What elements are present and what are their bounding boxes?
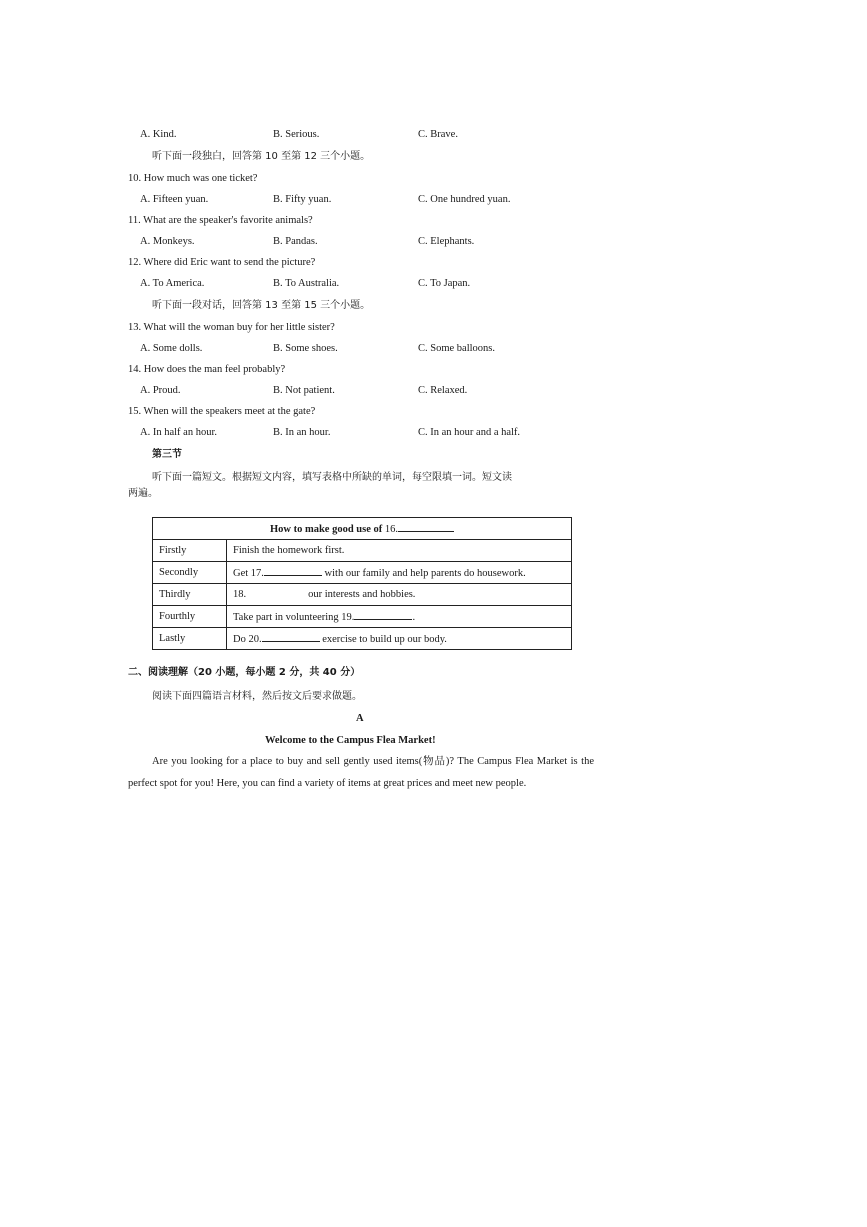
option-11-a: A. Monkeys. [140, 236, 195, 247]
option-13-c: C. Some balloons. [418, 343, 496, 354]
table-row [153, 562, 572, 584]
passage-letter: A [356, 713, 364, 724]
reading-heading: 二、阅读理解（20 小题，每小题 2 分，共 40 分） [128, 667, 361, 678]
option-12-b: B. To Australia. [273, 278, 340, 289]
option-12-a: A. To America. [140, 278, 205, 289]
option-14-c: C. Relaxed. [418, 385, 468, 396]
table-title: How to make good use of 16. [153, 518, 572, 540]
row-content: Get 17. with our family and help parents do housework. [227, 562, 572, 584]
part3-heading: 第三节 [152, 449, 182, 460]
part3-instruction: 听下面一篇短文。根据短文内容，填写表格中所缺的单词，每空限填一词。短文读 [152, 472, 512, 483]
option-15-c: C. In an hour and a half. [418, 427, 521, 438]
option-15-b: B. In an hour. [273, 427, 331, 438]
blank-17[interactable] [264, 566, 322, 576]
table-row [153, 628, 572, 650]
table-row [153, 540, 572, 562]
part3-instruction-cont: 两遍。 [128, 488, 158, 499]
row-label: Lastly [153, 628, 227, 650]
section-note-dialogue: 听下面一段对话，回答第 13 至第 15 三个小题。 [152, 300, 371, 311]
reading-instruction: 阅读下面四篇语言材料，然后按文后要求做题。 [152, 691, 362, 702]
question-15: 15. When will the speakers meet at the gate? [128, 406, 316, 417]
blank-20[interactable] [262, 632, 320, 642]
option-15-a: A. In half an hour. [140, 427, 217, 438]
option-9-c: C. Brave. [418, 129, 458, 140]
fill-in-table [152, 517, 572, 650]
row-label: Thirdly [153, 584, 227, 606]
option-9-a: A. Kind. [140, 129, 177, 140]
question-11: 11. What are the speaker's favorite animals? [128, 215, 313, 226]
option-9-b: B. Serious. [273, 129, 320, 140]
option-10-a: A. Fifteen yuan. [140, 194, 209, 205]
table-row [153, 584, 572, 606]
row-content: Finish the homework first. [227, 540, 572, 562]
option-14-b: B. Not patient. [273, 385, 335, 396]
table-row [153, 606, 572, 628]
row-content: Take part in volunteering 19. . [227, 606, 572, 628]
option-13-a: A. Some dolls. [140, 343, 203, 354]
question-12: 12. Where did Eric want to send the picture? [128, 257, 316, 268]
option-14-a: A. Proud. [140, 385, 181, 396]
row-label: Fourthly [153, 606, 227, 628]
option-11-b: B. Pandas. [273, 236, 318, 247]
table-header-row [153, 518, 572, 540]
option-13-b: B. Some shoes. [273, 343, 338, 354]
question-13: 13. What will the woman buy for her little sister? [128, 322, 335, 333]
row-content: Do 20. exercise to build up our body. [227, 628, 572, 650]
option-10-c: C. One hundred yuan. [418, 194, 511, 205]
question-14: 14. How does the man feel probably? [128, 364, 286, 375]
option-12-c: C. To Japan. [418, 278, 471, 289]
question-10: 10. How much was one ticket? [128, 173, 258, 184]
blank-16[interactable] [398, 522, 454, 532]
blank-19[interactable] [354, 610, 412, 620]
passage-paragraph: Are you looking for a place to buy and sell gently used items(物品)? The Campus Flea Market is the perfect spot for you! Here, you can find a variety of items at great prices and meet new people. [128, 756, 594, 789]
row-label: Secondly [153, 562, 227, 584]
option-10-b: B. Fifty yuan. [273, 194, 332, 205]
section-note-monologue: 听下面一段独白，回答第 10 至第 12 三个小题。 [152, 151, 371, 162]
row-content: 18. our interests and hobbies. [227, 584, 572, 606]
row-label: Firstly [153, 540, 227, 562]
option-11-c: C. Elephants. [418, 236, 475, 247]
passage-title: Welcome to the Campus Flea Market! [265, 735, 436, 746]
